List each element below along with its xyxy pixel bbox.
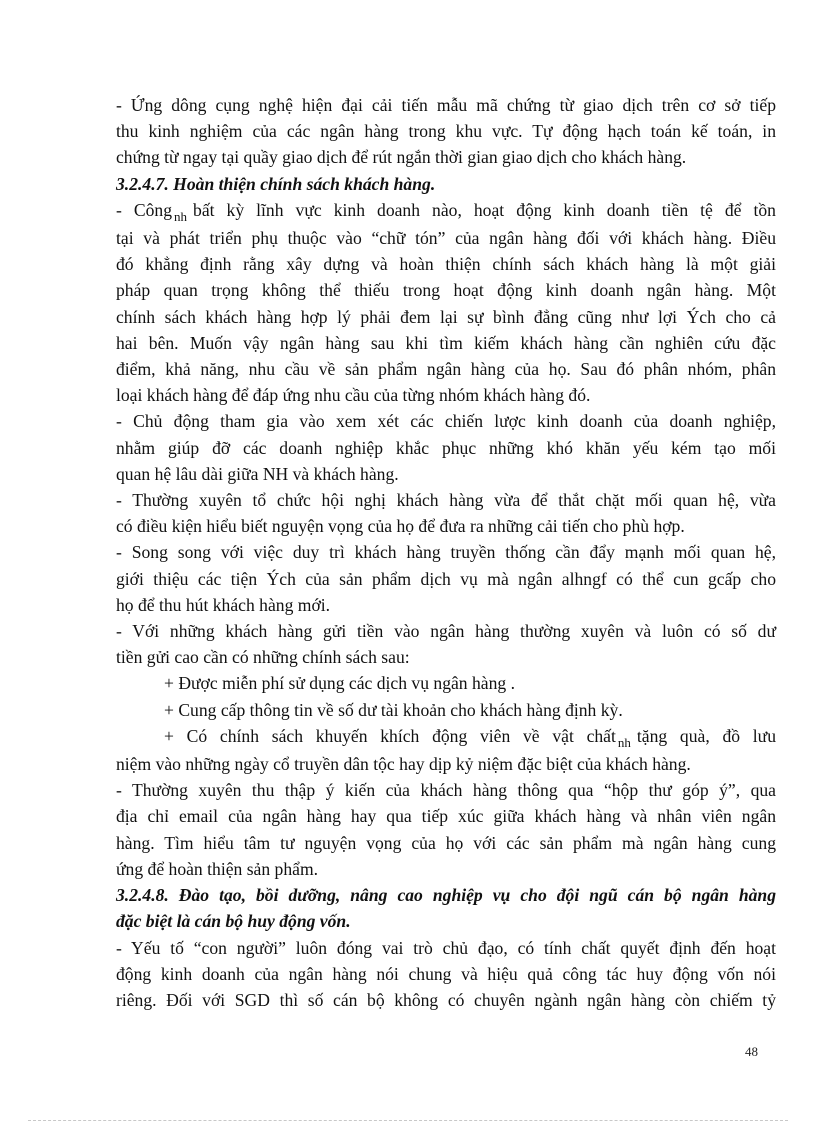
section-heading: 3.2.4.8. Đào tạo, bồi dưỡng, nâng cao nghiệp vụ cho đội ngũ cán bộ ngân hàng <box>116 885 776 906</box>
text-line: pháp quan trọng không thể thiếu trong hoạt động kinh doanh ngân hàng. Một <box>116 280 776 301</box>
text-line: địa chỉ email của ngân hàng hay qua tiếp xúc giữa khách hàng và nhân viên ngân <box>116 806 776 827</box>
text-line: ứng để hoàn thiện sản phẩm. <box>116 858 319 879</box>
list-item: + Có chính sách khuyến khích động viên về vật chất $_{nh}$ tặng quà, đồ lưu <box>164 725 776 750</box>
text-line: động kinh doanh của ngân hàng nói chung và hiệu quả công tác huy động vốn nói <box>116 963 776 984</box>
text-line: - Song song với việc duy trì khách hàng truyền thống cần đẩy mạnh mối quan hệ, <box>116 542 776 563</box>
text-line: niệm vào những ngày cổ truyền dân tộc hay dịp kỷ niệm đặc biệt của khách hàng. <box>116 754 691 775</box>
text-line: loại khách hàng để đáp ứng nhu cầu của từng nhóm khách hàng đó. <box>116 385 591 406</box>
text-line: - Thường xuyên tổ chức hội nghị khách hàng vừa để thắt chặt mối quan hệ, vừa <box>116 490 776 511</box>
text-line: họ để thu hút khách hàng mới. <box>116 594 331 615</box>
page-bottom-divider <box>28 1120 788 1121</box>
text-line: đó khẳng định rằng xây dựng và hoàn thiện chính sách khách hàng là một giải <box>116 254 776 275</box>
section-heading: đặc biệt là cán bộ huy động vốn. <box>116 911 351 932</box>
text-line: chứng từ ngay tại quầy giao dịch để rút ngắn thời gian giao dịch cho khách hàng. <box>116 147 687 168</box>
list-item: + Cung cấp thông tin về số dư tài khoản cho khách hàng định kỳ. <box>164 699 623 720</box>
text-line: - Công $_{nh}$ bất kỳ lĩnh vực kinh doanh nào, hoạt động kinh doanh tiền tệ để tồn <box>116 199 776 224</box>
text-line: thu kinh nghiệm của các ngân hàng trong khu vực. Tự động hạch toán kế toán, in <box>116 121 776 142</box>
text-line: - Ứng dông cụng nghệ hiện đại cải tiến mẫu mã chứng từ giao dịch trên cơ sở tiếp <box>116 95 776 115</box>
text-line: tại và phát triển phụ thuộc vào “chữ tón” của ngân hàng đối với khách hàng. Điều <box>116 228 776 249</box>
text-line: quan hệ lâu dài giữa NH và khách hàng. <box>116 463 399 484</box>
text-line: nhằm giúp đỡ các doanh nghiệp khắc phục những khó khăn yếu kém tạo mối <box>116 437 776 458</box>
text-line: có điều kiện hiểu biết nguyện vọng của họ để đưa ra những cải tiến cho phù hợp. <box>116 516 685 537</box>
text-line: chính sách khách hàng hợp lý phải đem lại sự bình đẳng cũng như lợi Ých cho cả <box>116 306 776 327</box>
text-line: điểm, khả năng, nhu cầu về sản phẩm ngân hàng của họ. Sau đó phân nhóm, phân <box>116 359 776 380</box>
text-line: hàng. Tìm hiểu tâm tư nguyện vọng của họ với các sản phẩm mà ngân hàng cung <box>116 832 776 853</box>
text-line: - Với những khách hàng gửi tiền vào ngân hàng thường xuyên và luôn có số dư <box>116 621 776 642</box>
text-line: - Chủ động tham gia vào xem xét các chiến lược kinh doanh của doanh nghiệp, <box>116 411 776 432</box>
text-line: - Yếu tố “con người” luôn đóng vai trò chủ đạo, có tính chất quyết định đến hoạt <box>116 937 776 958</box>
text-line: - Thường xuyên thu thập ý kiến của khách hàng thông qua “hộp thư góp ý”, qua <box>116 780 776 801</box>
text-line: giới thiệu các tiện Ých của sản phẩm dịch vụ mà ngân alhngf có thể cun gcấp cho <box>116 568 776 589</box>
document-body <box>116 92 776 1013</box>
text-line: tiền gửi cao cần có những chính sách sau: <box>116 647 410 668</box>
section-heading: 3.2.4.7. Hoàn thiện chính sách khách hàng. <box>116 173 436 194</box>
text-line: hai bên. Muốn vậy ngân hàng sau khi tìm kiếm khách hàng cần nghiên cứu đặc <box>116 332 776 353</box>
list-item: + Được miễn phí sử dụng các dịch vụ ngân hàng . <box>164 673 515 694</box>
page-number: 48 <box>745 1044 758 1059</box>
text-line: riêng. Đối với SGD thì số cán bộ không có chuyên ngành ngân hàng còn chiếm tỷ <box>116 989 776 1010</box>
